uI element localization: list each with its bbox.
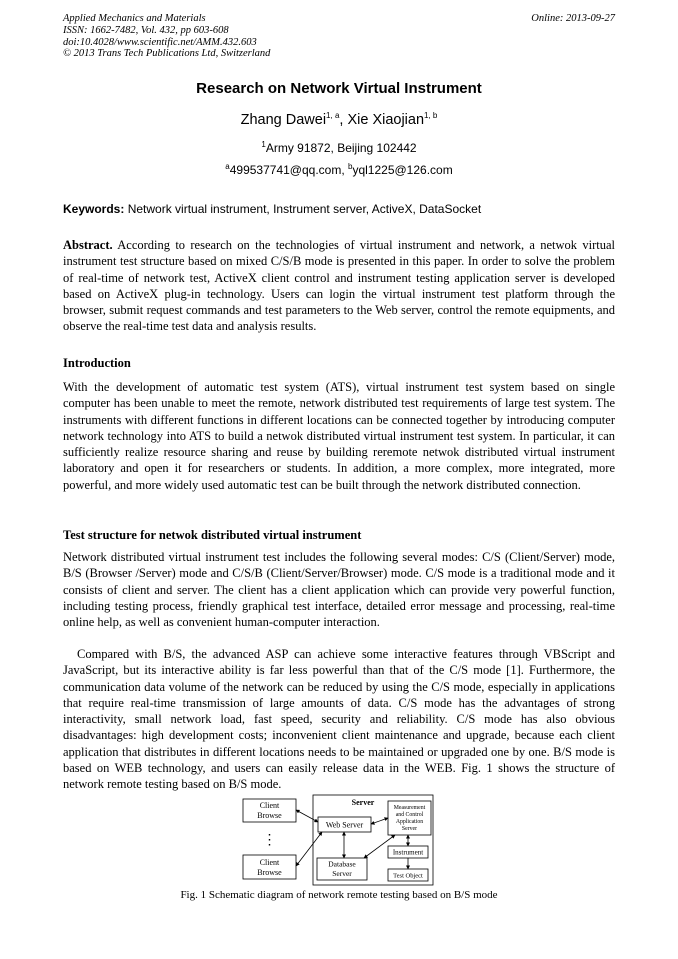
test-structure-paragraph-2: Compared with B/S, the advanced ASP can achieve some interactive features through VBScript and JavaScript, but its interactive ability is far less powerful than that of the C/S mode [1]. Furthermore, the communication data volume of the network can be reduced by using the C/S mode, especially in applications that require real-time transmission of large amounts of data. C/S mode has the advantages of strong interactivity, small network load, fast speed, security and reliability. C/S mode has also obvious disadvantages: high development costs; inconvenient client maintenance and upgrade, because each client application that distributes in different locations needs to be maintained or upgraded one by one. B/S mode is based on WEB technology, and users can easily release data in the WEB. Fig. 1 shows the structure of network remote testing based on B/S mode. xyxy=(63,647,615,792)
online-date: Online: 2013-09-27 xyxy=(531,13,615,24)
paper-title: Research on Network Virtual Instrument xyxy=(196,80,482,97)
figure-1 xyxy=(240,792,436,888)
arrow-client1-web xyxy=(296,810,318,822)
figure-1-caption: Fig. 1 Schematic diagram of network remote testing based on B/S mode xyxy=(180,889,498,901)
author-line xyxy=(0,112,678,128)
test-structure-paragraph-1: Network distributed virtual instrument test includes the following several modes: C/S (Client/Server) mode, B/S (Browser /Server) mode and C/S/B (Client/Server/Browser) mode. C/S mode is a traditional mode and it consists of client and server. The client has a client application which can provide very powerful function, including testing process, friendly graphical test interface, detailed error message and processing, real-time online help, as well as convenient human-computer interaction. xyxy=(63,550,615,630)
email-line xyxy=(0,163,678,177)
email-b: yql1225@126.com xyxy=(352,163,453,177)
mcas-label-line4: Server xyxy=(401,826,418,832)
journal-header xyxy=(63,13,270,60)
abstract-text: According to research on the technologies of virtual instrument and network, a netwok virtual instrument test structure based on mixed C/S/B mode is presented in this paper. In order to solve the problem of real-time of network test, ActiveX client control and instrument testing application server is developed based on ActiveX plug-in technology. Users can login the virtual instrument test platform through the browser, submit request commands and test parameters to the Web server, control the remote equipments, and observe the real-time test data and analysis results. xyxy=(63,238,615,334)
journal-name: Applied Mechanics and Materials xyxy=(63,13,206,24)
client-ellipsis: ⋮ xyxy=(262,833,277,848)
arrow-web-mcas xyxy=(371,818,388,824)
abstract-label: Abstract. xyxy=(63,238,113,252)
client-1-label-line1: Client xyxy=(259,801,280,810)
test-structure-heading: Test structure for netwok distributed virtual instrument xyxy=(63,528,362,542)
database-server-label-line2: Server xyxy=(332,869,352,878)
database-server-label-line1: Database xyxy=(328,859,356,869)
author-1-affiliation-mark: 1, a xyxy=(326,111,340,121)
keywords xyxy=(63,202,623,216)
client-1-label-line2: Browse xyxy=(257,811,282,820)
author-separator: , xyxy=(339,112,348,128)
figure-1-diagram xyxy=(240,792,436,888)
author-2: Xie Xiaojian xyxy=(347,112,425,128)
keywords-text: Network virtual instrument, Instrument server, ActiveX, DataSocket xyxy=(124,202,482,216)
mcas-label-line2: and Control xyxy=(395,812,424,818)
client-2-label-line2: Browse xyxy=(257,868,282,877)
email-a-mark: a xyxy=(225,162,230,171)
affiliation-mark: 1 xyxy=(261,140,266,149)
author-1: Zhang Dawei xyxy=(240,112,327,128)
issn-line: ISSN: 1662-7482, Vol. 432, pp 603-608 xyxy=(63,24,229,36)
affiliation: Army 91872, Beijing 102442 xyxy=(265,141,417,155)
email-a: 499537741@qq.com, xyxy=(229,163,348,177)
mcas-label-line1: Measurement xyxy=(393,805,426,811)
doi-line: doi:10.4028/www.scientific.net/AMM.432.603 xyxy=(63,36,257,48)
introduction-heading: Introduction xyxy=(63,356,131,370)
mcas-label-line3: Application xyxy=(395,819,424,825)
copyright-line: © 2013 Trans Tech Publications Ltd, Switzerland xyxy=(63,48,271,60)
client-2-label-line1: Client xyxy=(259,858,280,867)
instrument-label: Instrument xyxy=(392,848,424,857)
web-server-label: Web Server xyxy=(325,820,364,830)
introduction-text: With the development of automatic test system (ATS), virtual instrument test system based on single computer has been unable to meet the remote, network distributed test requirements of large test system. The instruments with different functions in different locations can be connected together by introducing computer network technology into ATS to build a netwok distributed virtual instrument test system. In particular, it can sufficiently realize resource sharing and reuse by building reremote netwok distributed virtual instrument laboratory and open it for researchers or students. In addition, a more complex, more integrated, more powerful, and more widely used automatic test can be built through the network distributed connection. xyxy=(63,380,615,492)
keywords-label: Keywords: xyxy=(63,202,125,216)
test-object-label: Test Object xyxy=(393,872,423,880)
affiliation-line xyxy=(0,141,678,155)
email-b-mark: b xyxy=(348,162,353,171)
server-label: Server xyxy=(351,798,375,807)
author-2-affiliation-mark: 1, b xyxy=(424,111,438,121)
abstract xyxy=(63,237,615,335)
